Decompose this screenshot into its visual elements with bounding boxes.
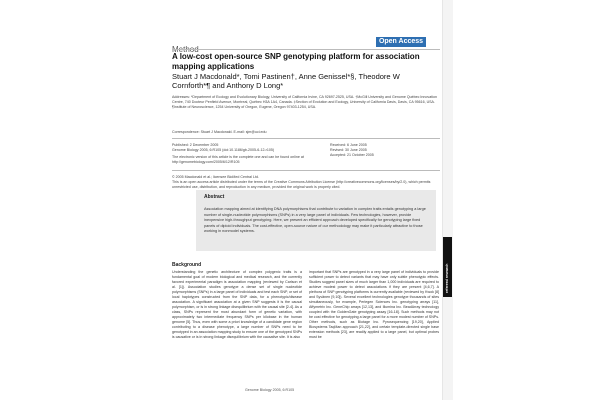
background-heading: Background xyxy=(172,262,202,268)
body-column-right: important that SNPs are genotyped in a very large panel of individuals to provide sufficient power to detect variants that may have only subtle phenotypic effects. Studies suggest panel sizes of much larger than 1,000 individuals are required to achieve modest power to detect associations if they are present [4,6,7]. A plethora of SNP genotyping platforms is currently available (reviewed by Kwok [8] and Syvänen [9,10]). Several excellent technologies genotype thousands of sites simultaneously, for example, Perlegen Sciences Inc. genotyping arrays [11], Affymetrix Inc. GeneChip arrays [12,13], and Illumina Inc. BeadArray technology coupled with the GoldenGate genotyping assay [16-18]. Such methods may not be cost effective for genotyping a large panel for a more modest number of SNPs. Other methods, such as Biotage Inc. Pyrosequencing [19,20], Applied Biosystems TaqMan approach [21,22], and certain template-directed single base extension methods [23], are readily applied to a large panel, but optimal probes must be xyxy=(309,270,439,339)
publication-info-left xyxy=(172,143,322,165)
section-sidebar xyxy=(442,0,453,400)
correspondence-info: Correspondence: Stuart J Macdonald. E-mail: sjm@uci.edu xyxy=(172,130,267,134)
accepted-date: Accepted: 21 October 2005 xyxy=(330,153,374,157)
abstract-text: Association mapping aimed at identifying DNA polymorphisms that contribute to variation in complex traits entails genotyping a large number of single-nucleotide polymorphisms (SNPs) in a very large panel of individuals. Few technologies, however, provide inexpensive high-throughput genotyping. Here, we present an efficient approach developed specifically for genotyping large fixed panels of diploid individuals. The cost-effective, open-source nature of our methodology may make it particularly attractive to those working in nonmodel systems. xyxy=(204,207,426,233)
article-authors: Stuart J Macdonald*, Tomi Pastinen†, Anne Genissel*§, Theodore W Cornforth*¶ and Anthony D Long* xyxy=(172,72,400,90)
divider xyxy=(172,49,440,50)
divider xyxy=(172,170,440,171)
abstract-box xyxy=(196,190,436,251)
sidebar-tab-label: refereed research xyxy=(445,263,449,293)
revised-date: Revised: 30 June 2005 xyxy=(330,148,367,152)
citation: Genome Biology 2005, 6:R105 (doi:10.1186/gb-2005-6-12-r105) xyxy=(172,148,275,152)
copyright-line: © 2005 Macdonald et al.; licensee BioMed Central Ltd. xyxy=(172,175,259,179)
body-column-left: Understanding the genetic architecture of complex polygenic traits is a fundamental goal of modern biological and medical research, and the currently favored experimental paradigm is association mapping (reviewed by Carlson et al. [1]). Association studies genotype a dense set of single nucleotide polymorphisms (SNPs) in a large panel of individuals and test each SNP, or set of local haplotypes constructed from the SNP data, for a phenotypic/disease association. A significant association at a given SNP suggests it is the causal polymorphism, or is in strong linkage disequilibrium with the causal site [2-4]. As a class, SNPs represent the most abundant form of genetic variation, with approximately two intermediate frequency SNPs per kilobase in the human genome [5]. Thus, even with some a priori knowledge of a candidate gene region contributing to a disease phenotype, a large number of SNPs need to be genotyped in an association mapping study to ensure one of the genotyped SNPs is causative or is in strong linkage disequilibrium with the causative site. It is also xyxy=(172,270,302,339)
publication-info-right xyxy=(330,143,440,158)
copyright-block xyxy=(172,175,438,190)
received-date: Received: 6 June 2005 xyxy=(330,143,367,147)
page-footer: Genome Biology 2005, 6:R105 xyxy=(245,388,295,392)
online-note: The electronic version of this article is the complete one and can be found online at http://genomebiology.com/2005/6/12/R105 xyxy=(172,155,304,164)
license-text: This is an open access article distributed under the terms of the Creative Commons Attribution License (http://creativecommons.org/licenses/by/2.0), which permits unrestricted use, distribution, and reproduction in any medium, provided the original work is properly cited. xyxy=(172,180,431,189)
divider xyxy=(172,138,440,139)
article-title: A low-cost open-source SNP genotyping platform for association mapping applications xyxy=(172,52,420,71)
author-addresses: Addresses: *Department of Ecology and Evolutionary Biology, University of California Irvine, CA 92697-2525, USA. †McGill University and Genome Québec Innovation Centre, 740 Docteur Penfield Avenue, Montreal, Québec H3A 1A4, Canada. ‡Section of Evolution and Ecology, University of California Davis, Davis, CA 95616, USA. ¶Institute of Neuroscience, 1254 University of Oregon, Eugene, Oregon 97403-1254, USA. xyxy=(172,95,438,109)
open-access-badge[interactable]: Open Access xyxy=(376,37,426,47)
published-date: Published: 2 December 2005 xyxy=(172,143,219,147)
abstract-heading: Abstract xyxy=(204,194,225,200)
sidebar-tab-refereed-research[interactable] xyxy=(443,237,452,297)
